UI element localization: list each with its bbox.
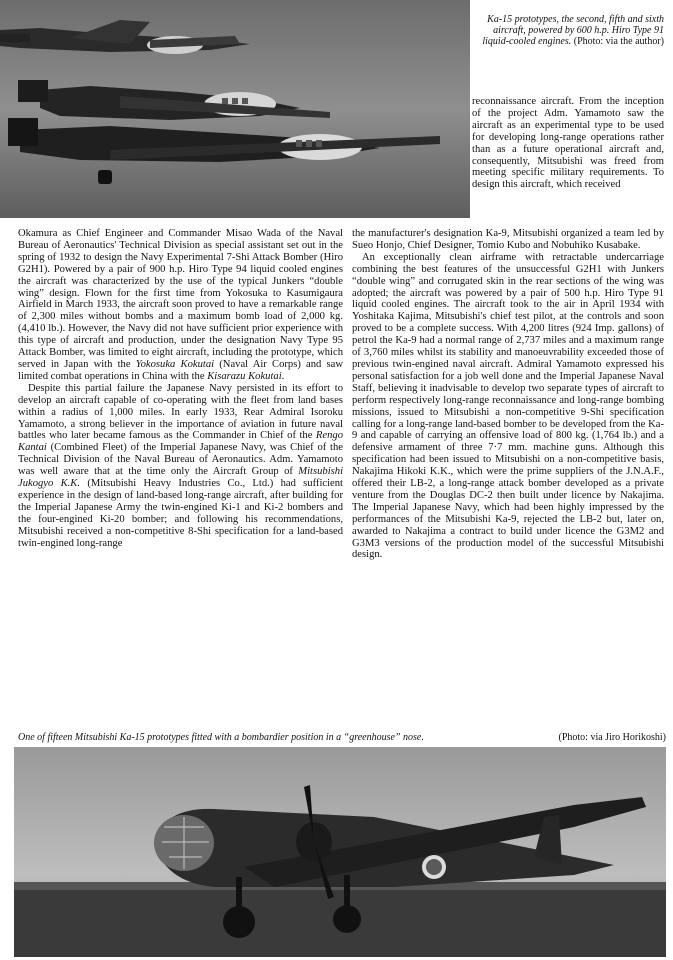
left-p2-italic-2: Mitsubishi Jukogyo K.K. [18,466,344,490]
left-p2-text-c: (Mitsubishi Heavy Industries Co., Ltd.) had sufficient experience in the design of land-based long-range aircraft, after building for the Imperial Japanese Army the twin-engined Ki-1 and Ki-2 bombers and the four-engined Ki-20 bomber; and following his recommendations, Mitsubishi received a non-competitive 8-Shi specification for a land-based twin-engined long-range [18,478,343,549]
right-column-top-text: reconnaissance aircraft. From the inception of the project Adm. Yamamoto saw the aircraft as an experimental type to be used for developing long-range operations rather than as a future operational aircraft and, consequently, Mitsubishi was freed from meeting specific military requirements. To design this aircraft, which received [472,96,664,191]
left-p1-text-c: . [281,370,285,382]
bottom-caption-text: One of fifteen Mitsubishi Ka-15 prototypes fitted with a bombardier position in a “greenhouse” nose. [18,732,424,743]
top-photo-caption [472,14,664,47]
right-column [352,228,664,561]
left-p2-text-b: (Combined Fleet) of the Imperial Japanese Navy, was Chief of the Technical Division of the Naval Bureau of Aeronautics. Adm. Yamamoto was well aware that at the time only the Aircraft Group of [18,442,344,478]
bottom-photo-caption [18,732,666,744]
left-column [18,228,343,549]
top-caption-credit: (Photo: via the author) [573,36,664,47]
left-p1-italic-2: Kisarazu Kokutai [207,370,282,382]
top-caption-text: Ka-15 prototypes, the second, fifth and sixth aircraft, powered by 600 h.p. Hiro Type 91 liquid-cooled engines. [482,14,664,47]
right-paragraph-2: An exceptionally clean airframe with retractable undercarriage combining the best features of the unsuccessful G2H1 with Junkers “double wing” and corrugated skin in the rear sections of the wing was adopted; the aircraft was powered by a pair of 500 h.p. Hiro Type 91 liquid cooled engines. The aircraft took to the air in April 1934 with Yoshitaka Kajima, Mitsubishi's chief test pilot, at the controls and soon proved to be a complete success. With 4,200 litres (924 Imp. gallons) of petrol the Ka-9 had a normal range of 2,737 miles and a maximum range of 3,760 miles whilst its stability and manoeuvrability exceeded those of previous twin-engined naval aircraft. Admiral Yamamoto expressed his personal satisfaction for a job well done and the Imperial Japanese Naval Staff, believing it inadvisable to develop two separate types of aircraft to perform respectively long-range reconnaissance and long-range bombing missions, issued to Mitsubishi a non-competitive 9-Shi specification calling for a long-range land-based bomber to be developed from the Ka-9 and capable of carrying an offensive load of 800 kg. (1,764 lb.) and a defensive armament of three 7·7 mm. machine guns. Although this specification had been issued to Mitsubishi on a non-competitive basis, Nakajima Hikoki K.K., which were the prime suppliers of the J.N.A.F., offered their LB-2, a long-range attack bomber developed as a private venture from the Douglas DC-2 then built under licence by Nakajima. The Imperial Japanese Navy, which had been highly impressed by the performances of the Mitsubishi Ka-9, rejected the LB-2 but, later on, awarded to Nakajima a contract to build under licence the G3M2 and G3M3 versions of the production model of the successful Mitsubishi design. [352,251,664,561]
bottom-photo-aircraft-ground [14,747,666,957]
left-p2-text-a: Despite this partial failure the Japanese Navy persisted in its effort to develop an aircraft capable of co-operating with the fleet from land bases within a radius of 1,000 miles. In early 1933, Rear Admiral Isoroku Yamamoto, a strong believer in the importance of aviation in future naval battles who later became famous as the Commander in Chief of the [18,382,343,442]
bottom-caption-credit: (Photo: via Jiro Horikoshi) [558,732,666,743]
left-paragraph-1 [18,228,343,383]
right-paragraph-1: the manufacturer's designation Ka-9, Mitsubishi organized a team led by Sueo Honjo, Chief Designer, Tomio Kubo and Nobuhiko Kusabake. [352,228,664,251]
left-p1-text-b: (Naval Air Corps) and saw limited combat operations in China with the [18,358,343,382]
top-photo-aircraft-formation [0,0,470,218]
left-p1-italic-1: Yokosuka Kokutai [135,358,215,370]
left-paragraph-2 [18,383,343,550]
left-p1-text-a: Okamura as Chief Engineer and Commander Misao Wada of the Naval Bureau of Aeronautics' Technical Division as special assistant set out in the spring of 1932 to design the Navy Experimental 7-Shi Attack Bomber (Hiro G2H1). Powered by a pair of 900 h.p. Hiro Type 94 liquid cooled engines the aircraft was characterized by the use of the typical Junkers “double wing” design. Flown for the first time from Yokosuka to Kasumigaura Airfield in March 1933, the aircraft soon proved to have a remarkable range of 2,300 miles without bombs and a maximum bomb load of 2,000 kg. (4,410 lb.). However, the Navy did not have sufficient prior experience with this type of aircraft and production, under the designation Navy Type 95 Attack Bomber, was limited to eight aircraft, including the prototype, which served in Japan with the [18,228,343,370]
left-p2-italic-1: Rengo Kantai [18,430,343,454]
